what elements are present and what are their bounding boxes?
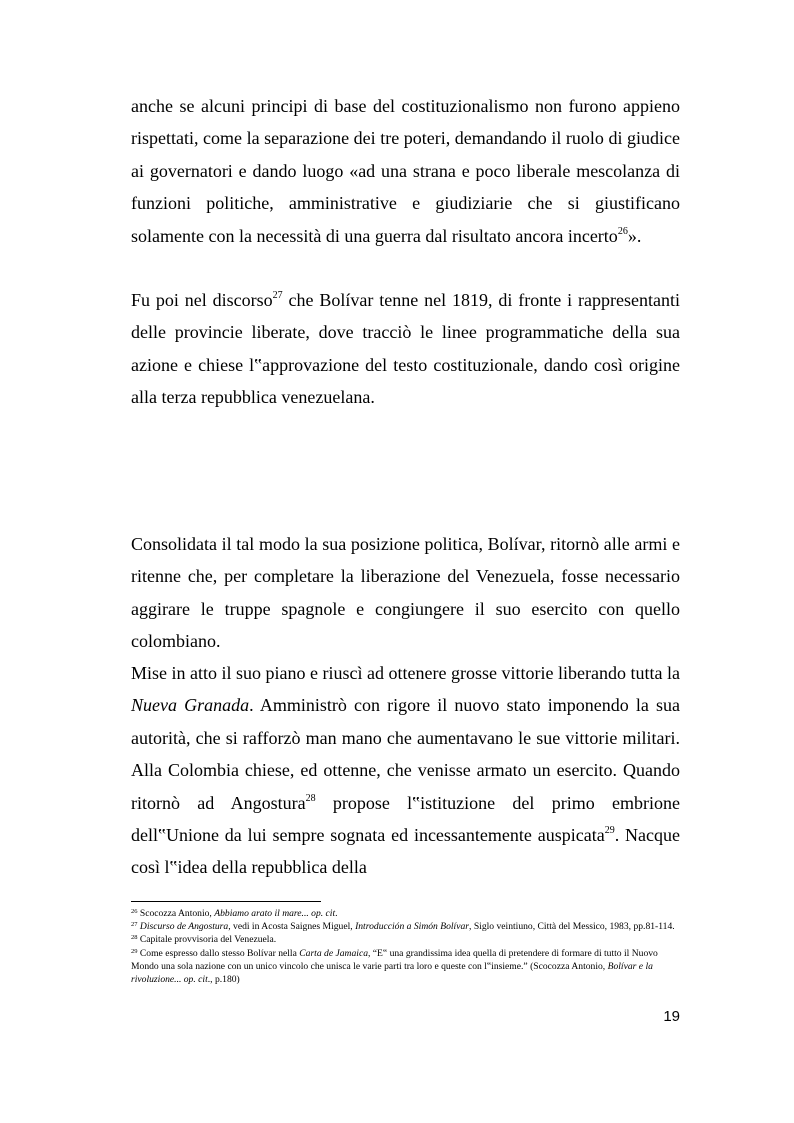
- footnote-text: Come espresso dallo stesso Bolívar nella: [137, 947, 300, 959]
- body-paragraph-4: [131, 657, 680, 884]
- paragraph-text: Mise in atto il suo piano e riuscì ad ottenere grosse vittorie liberando tutta la: [131, 663, 680, 683]
- footnote-separator: [131, 901, 321, 902]
- footnote-number: 29: [131, 947, 138, 955]
- paragraph-text: che Bolívar tenne nel 1819, di fronte i rappresentanti delle provincie liberate, dove tracciò le linee programmatiche della sua azione e chiese l‟approvazione del testo costituzionale, dando così origine alla terza repubblica venezuelana.: [131, 290, 680, 408]
- footnote-text: .: [335, 908, 338, 919]
- footnote-number: 26: [131, 908, 138, 915]
- footnote-text: , Siglo veintiuno, Città del Messico, 1983, pp.81-114.: [469, 921, 675, 933]
- footnote-ref-27[interactable]: 27: [272, 290, 283, 301]
- footnote-27: [131, 920, 681, 933]
- body-paragraph-3: [131, 528, 680, 658]
- footnote-italic: Carta de Jamaica: [299, 947, 368, 959]
- paragraph-text: anche se alcuni principi di base del costituzionalismo non furono appieno rispettati, come la separazione dei tre poteri, demandando il ruolo di giudice ai governatori e dando luogo «ad una strana e poco liberale mescolanza di funzioni politiche, amministrative e giudiziarie che si giustificano solamente con la necessità di una guerra dal risultato ancora incerto: [131, 96, 680, 246]
- footnote-text: , “E‟ una grandissima idea quella di pretendere di formare di tutto il Nuovo Mondo una sola nazione con un unico vincolo che unisca le varie parti tra loro e queste con l‟insieme.” (Scocozza Antonio,: [131, 947, 658, 972]
- footnote-26: [131, 907, 681, 920]
- body-paragraph-1: [131, 90, 680, 252]
- paragraph-text: propose l‟istituzione del primo embrione dell‟Unione da lui sempre sognata ed incessantemente auspicata: [131, 792, 680, 846]
- paragraph-text: . Nacque così l‟idea della repubblica della: [131, 825, 681, 878]
- italic-term: Nueva Granada: [131, 695, 250, 716]
- footnote-ref-29[interactable]: 29: [604, 825, 615, 837]
- page-number: 19: [663, 1008, 680, 1025]
- footnote-italic: Abbiamo arato il mare... op. cit: [214, 908, 336, 919]
- footnote-italic: Bolívar e la rivoluzione... op. cit: [131, 960, 653, 986]
- paragraph-tail: ».: [627, 225, 642, 246]
- footnote-text: , vedi in Acosta Saignes Miguel,: [228, 921, 356, 933]
- footnote-number: 27: [131, 921, 138, 929]
- paragraph-text: Consolidata il tal modo la sua posizione politica, Bolívar, ritornò alle armi e ritenne che, per completare la liberazione del Venezuela, fosse necessario aggirare le truppe spagnole e congiungere il suo esercito con quello colombiano.: [131, 534, 680, 652]
- footnote-text: Scocozza Antonio,: [137, 908, 215, 919]
- footnote-text: Capitale provvisoria del Venezuela.: [137, 934, 277, 946]
- footnote-text: ., p.180): [207, 974, 240, 986]
- paragraph-text: Fu poi nel discorso: [131, 290, 273, 310]
- paragraph-text: . Amministrò con rigore il nuovo stato imponendo la sua autorità, che si rafforzò man mano che aumentavano le sue vittorie militari. Alla Colombia chiese, ed ottenne, che venisse armato un esercito. Quando ritornò ad Angostura: [131, 695, 680, 813]
- footnote-italic: Discurso de Angostura: [139, 921, 229, 933]
- footnotes: [131, 907, 681, 986]
- body-paragraph-2: [131, 284, 680, 414]
- footnote-ref-26[interactable]: 26: [617, 225, 628, 237]
- footnote-29: [131, 947, 681, 987]
- footnote-number: 28: [131, 934, 138, 942]
- footnote-ref-28[interactable]: 28: [305, 792, 316, 804]
- footnote-italic: Introducción a Simón Bolívar: [355, 921, 470, 933]
- footnote-28: [131, 933, 681, 946]
